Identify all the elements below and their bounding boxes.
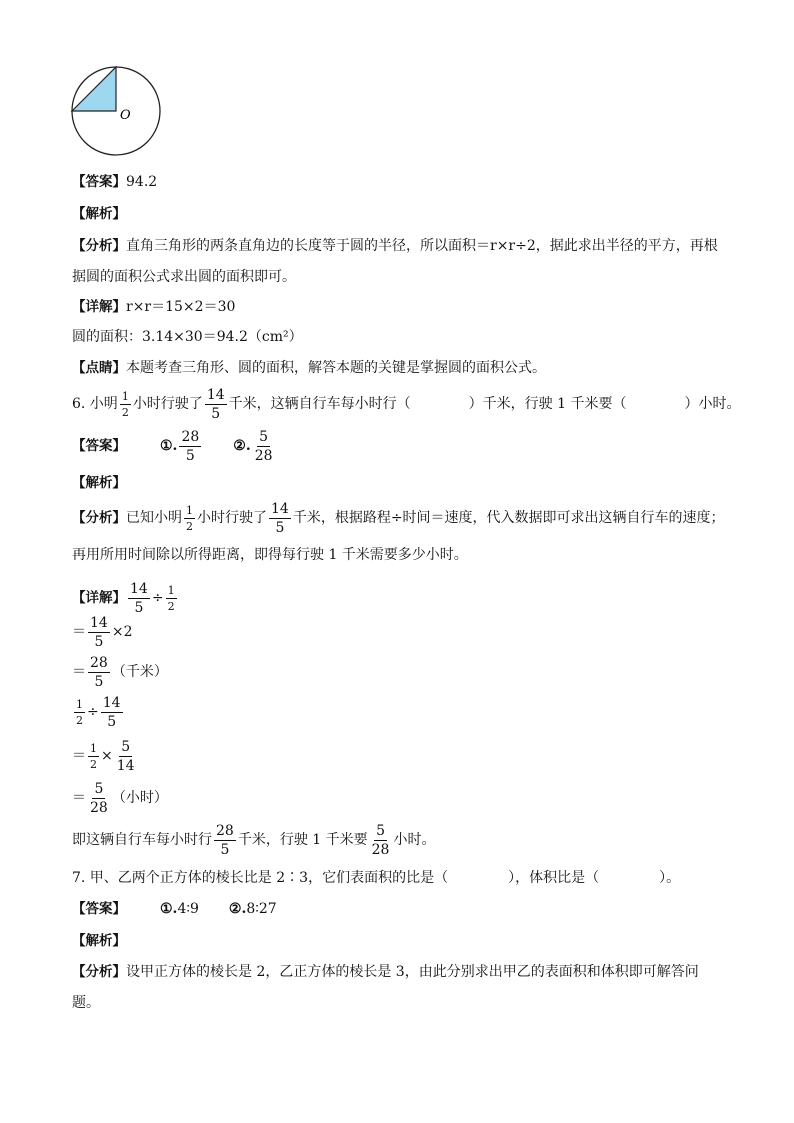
q6-xiangjie-step1	[72, 580, 179, 616]
div-sign: ÷	[151, 590, 164, 606]
frac-5-28	[88, 782, 110, 815]
eq-sign: ＝	[72, 790, 86, 806]
fenxi-tag: 【分析】	[72, 238, 126, 254]
dianjing-tag: 【点睛】	[72, 360, 126, 376]
div-sign: ÷	[87, 704, 99, 720]
num: 5	[259, 428, 269, 445]
frac-14-5	[128, 582, 150, 615]
eq-sign: ＝	[72, 624, 86, 640]
eq-sign: ＝	[72, 748, 86, 764]
number-2: 2	[123, 624, 133, 640]
den: 5	[220, 841, 230, 858]
num: 14	[271, 500, 289, 517]
circled-1: ①.	[160, 438, 178, 454]
frac-5-14	[115, 740, 137, 773]
den: 5	[211, 405, 221, 422]
q7-fenxi-1	[72, 962, 699, 982]
frac-5-28	[370, 824, 392, 857]
q6-answer	[72, 428, 277, 464]
num: 5	[376, 822, 386, 839]
q7-fenxi-2: 题。	[72, 995, 100, 1011]
fenxi-tag: 【分析】	[72, 510, 126, 526]
q7-answer	[72, 899, 277, 919]
q6-jiexi-tag: 【解析】	[72, 475, 126, 491]
q6-step3	[72, 654, 168, 690]
concl-b: 千米，行驶 1 千米要	[237, 832, 368, 848]
answer-tag: 【答案】	[72, 901, 126, 917]
den: 2	[121, 405, 129, 419]
den: 2	[90, 757, 97, 771]
q7-text-a: 7. 甲、乙两个正方体的棱长比是 2∶3，它们表面积的比是（	[72, 870, 449, 886]
num: 1	[121, 389, 129, 403]
den: 5	[275, 519, 285, 536]
q5-fenxi-2: 据圆的面积公式求出圆的面积即可。	[72, 269, 296, 285]
fenxi-tag: 【分析】	[72, 964, 126, 980]
frac-14-5	[88, 616, 110, 649]
num: 1	[76, 697, 83, 711]
concl-c: 小时。	[393, 832, 436, 848]
frac-14-5	[205, 388, 227, 421]
unit-km: （千米）	[111, 664, 168, 680]
answer-frac-5-28	[253, 430, 275, 463]
num: 14	[90, 614, 108, 631]
num: 5	[94, 780, 104, 797]
den: 5	[185, 447, 195, 464]
q5-jiexi-tag: 【解析】	[72, 206, 126, 222]
den: 2	[76, 713, 83, 727]
circled-1: ①.	[160, 901, 178, 917]
q5-xiangjie-2: 圆的面积：3.14×30＝94.2（cm²）	[72, 329, 303, 345]
circle-triangle-figure	[68, 64, 168, 164]
den: 5	[94, 673, 104, 690]
xiangjie-tag: 【详解】	[72, 590, 126, 606]
num: 1	[186, 503, 193, 517]
fenxi-b: 小时行驶了	[197, 510, 267, 526]
q5-answer	[72, 172, 157, 192]
num: 1	[90, 741, 97, 755]
q7-text-b: ），体积比是（	[508, 870, 600, 886]
xiangjie-text: r×r＝15×2＝30	[126, 299, 236, 315]
eq-sign: ＝	[72, 664, 86, 680]
den: 2	[186, 519, 193, 533]
den: 14	[116, 757, 135, 774]
den: 28	[90, 799, 108, 816]
q7-question	[72, 868, 680, 888]
q5-fenxi-1	[72, 236, 718, 256]
dianjing-text: 本题考查三角形、圆的面积，解答本题的关键是掌握圆的面积公式。	[126, 360, 546, 376]
q7-text-c: ）。	[659, 870, 681, 886]
frac-28-5	[88, 656, 110, 689]
unit-hour: （小时）	[111, 790, 168, 806]
answer-tag: 【答案】	[72, 174, 126, 190]
q6-question	[72, 386, 740, 422]
q6-text-d: ）千米，行驶 1 千米要（	[468, 396, 627, 412]
num: 28	[90, 654, 108, 671]
num: 14	[206, 386, 225, 403]
center-label-o: O	[120, 108, 131, 123]
den: 5	[134, 599, 144, 616]
frac-half	[166, 585, 177, 612]
frac-14-5	[101, 696, 123, 729]
concl-a: 即这辆自行车每小时行	[72, 832, 212, 848]
frac-half	[184, 505, 195, 532]
answer-value: 94.2	[126, 174, 158, 190]
q6-fenxi-1	[72, 500, 725, 536]
den: 28	[371, 841, 390, 858]
answer-2-value: 8∶27	[246, 901, 277, 917]
num: 28	[216, 822, 234, 839]
den: 28	[254, 447, 273, 464]
num: 1	[167, 583, 175, 597]
q6-step5	[72, 738, 139, 774]
num: 14	[130, 580, 148, 597]
num: 28	[181, 428, 200, 445]
q6-text-a: 6. 小明	[72, 396, 118, 412]
xiangjie-tag: 【详解】	[72, 299, 126, 315]
q6-step4	[72, 694, 125, 730]
q6-step2	[72, 614, 132, 650]
q5-dianjing	[72, 358, 546, 378]
frac-14-5	[269, 502, 291, 535]
frac-half	[88, 743, 99, 770]
num: 14	[102, 694, 121, 711]
q5-xiangjie-1	[72, 297, 235, 317]
q6-text-e: ）小时。	[684, 396, 741, 412]
q6-text-c: 千米，这辆自行车每小时行（	[228, 396, 411, 412]
answer-1-value: 4∶9	[177, 901, 199, 917]
answer-tag: 【答案】	[72, 438, 126, 454]
den: 5	[107, 713, 117, 730]
fenxi-text: 设甲正方体的棱长是 2，乙正方体的棱长是 3，由此分别求出甲乙的表面积和体积即可解答问	[126, 964, 699, 980]
fenxi-c: 千米，根据路程÷时间＝速度，代入数据即可求出这辆自行车的速度；	[292, 510, 725, 526]
circled-2: ②.	[233, 438, 251, 454]
fenxi-a: 已知小明	[126, 510, 182, 526]
circled-2: ②.	[228, 901, 247, 917]
frac-half	[74, 699, 85, 726]
times-sign: ×	[111, 624, 124, 640]
den: 2	[167, 599, 175, 613]
q7-jiexi-tag: 【解析】	[72, 933, 126, 949]
q6-fenxi-2: 再用所用时间除以所得距离，即得每行驶 1 千米需要多少小时。	[72, 547, 468, 563]
den: 5	[94, 633, 104, 650]
frac-half	[120, 391, 131, 418]
q6-step6	[72, 780, 168, 816]
num: 5	[121, 738, 131, 755]
answer-frac-28-5	[179, 430, 201, 463]
frac-28-5	[214, 824, 236, 857]
fenxi-text: 直角三角形的两条直角边的长度等于圆的半径，所以面积＝r×r÷2，据此求出半径的平方，再根	[126, 238, 718, 254]
q6-text-b: 小时行驶了	[132, 396, 203, 412]
q6-conclusion	[72, 822, 435, 858]
times-sign: ×	[101, 748, 113, 764]
